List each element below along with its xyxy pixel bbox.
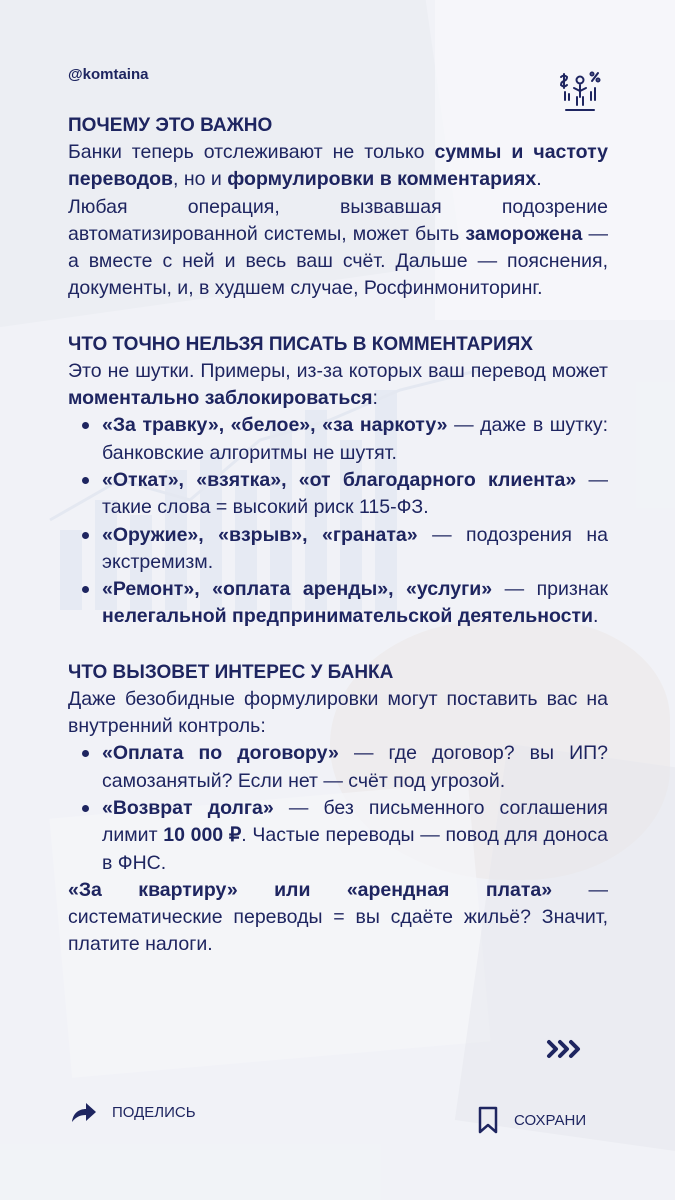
save-label: СОХРАНИ	[514, 1111, 587, 1129]
section-3	[68, 659, 608, 959]
list-item	[102, 740, 608, 795]
bold-text: формулировки в комментариях	[227, 168, 537, 191]
section-1	[68, 112, 608, 303]
bold-text: «Оплата по договору»	[102, 742, 339, 765]
list-item	[102, 576, 608, 631]
text: — признак	[492, 578, 608, 601]
text: — где договор? вы ИП? самозанятый? Если нет — счёт под угрозой.	[102, 742, 609, 792]
text: — подозрения на экстремизм.	[102, 523, 608, 573]
bullet-list	[68, 740, 608, 876]
finance-person-icon	[556, 66, 604, 114]
paragraph	[68, 686, 608, 741]
text: Любая операция, вызвавшая подозрение автоматизированной системы, может быть	[68, 195, 608, 245]
text: — систематические переводы = вы сдаёте жильё? Значит, платите налоги.	[68, 878, 608, 956]
list-item	[102, 467, 608, 522]
list-item	[102, 795, 608, 877]
paragraph	[68, 358, 608, 413]
text: , но и	[173, 168, 228, 191]
chevrons-right-icon[interactable]	[546, 1038, 582, 1060]
save-button[interactable]	[478, 1106, 586, 1134]
text: — без письменного соглашения лимит	[102, 796, 608, 847]
text: — даже в шутку: банковские алгоритмы не шутят.	[102, 414, 608, 464]
bold-text: «Возврат долга»	[102, 796, 274, 819]
section-heading: ЧТО ТОЧНО НЕЛЬЗЯ ПИСАТЬ В КОММЕНТАРИЯХ	[68, 333, 533, 355]
bold-text: «Оружие», «взрыв», «граната»	[102, 523, 418, 546]
section-2	[68, 331, 608, 631]
text: Это не шутки. Примеры, из‑за которых ваш перевод может	[68, 359, 608, 382]
text: — такие слова = высокий риск 115‑ФЗ.	[102, 468, 608, 519]
bold-text: «Ремонт», «оплата аренды», «услуги»	[102, 578, 493, 601]
bookmark-icon	[478, 1106, 498, 1134]
text: :	[372, 387, 378, 410]
text: .	[536, 168, 542, 191]
bold-text: «За травку», «белое», «за наркоту»	[102, 414, 448, 437]
text: . Частые переводы — повод для доноса в ФНС.	[102, 824, 608, 874]
bullet-list	[68, 412, 608, 630]
section-heading: ПОЧЕМУ ЭТО ВАЖНО	[68, 115, 273, 136]
bold-text: суммы и частоту переводов	[68, 141, 608, 191]
bold-text: «Откат», «взятка», «от благодарного клиента»	[102, 468, 577, 491]
bold-text: 10 000 ₽	[163, 824, 242, 847]
text: Банки теперь отслеживают не только	[68, 141, 435, 163]
share-arrow-icon	[70, 1100, 98, 1124]
paragraph	[68, 877, 608, 959]
section-heading: ЧТО ВЫЗОВЕТ ИНТЕРЕС У БАНКА	[68, 661, 394, 683]
share-label: ПОДЕЛИСЬ	[112, 1103, 196, 1121]
list-item	[102, 412, 608, 467]
text: Даже безобидные формулировки могут поставить вас на внутренний контроль:	[68, 687, 608, 738]
paragraph	[68, 194, 608, 303]
bold-text: моментально заблокироваться	[68, 387, 373, 410]
bold-text: заморожена	[465, 222, 583, 245]
text: — а вместе с ней и весь ваш счёт. Дальше — пояснения, документы, и, в худшем случае, Росфинмониторинг.	[68, 222, 608, 300]
bold-text: нелегальной предпринимательской деятельности	[102, 605, 594, 628]
paragraph	[68, 139, 608, 194]
list-item	[102, 522, 608, 577]
author-handle[interactable]: @komtaina	[68, 66, 149, 83]
text: .	[593, 605, 599, 628]
share-button[interactable]	[70, 1100, 196, 1124]
article-body	[68, 112, 608, 959]
bold-text: «За квартиру» или «арендная плата»	[68, 878, 553, 901]
